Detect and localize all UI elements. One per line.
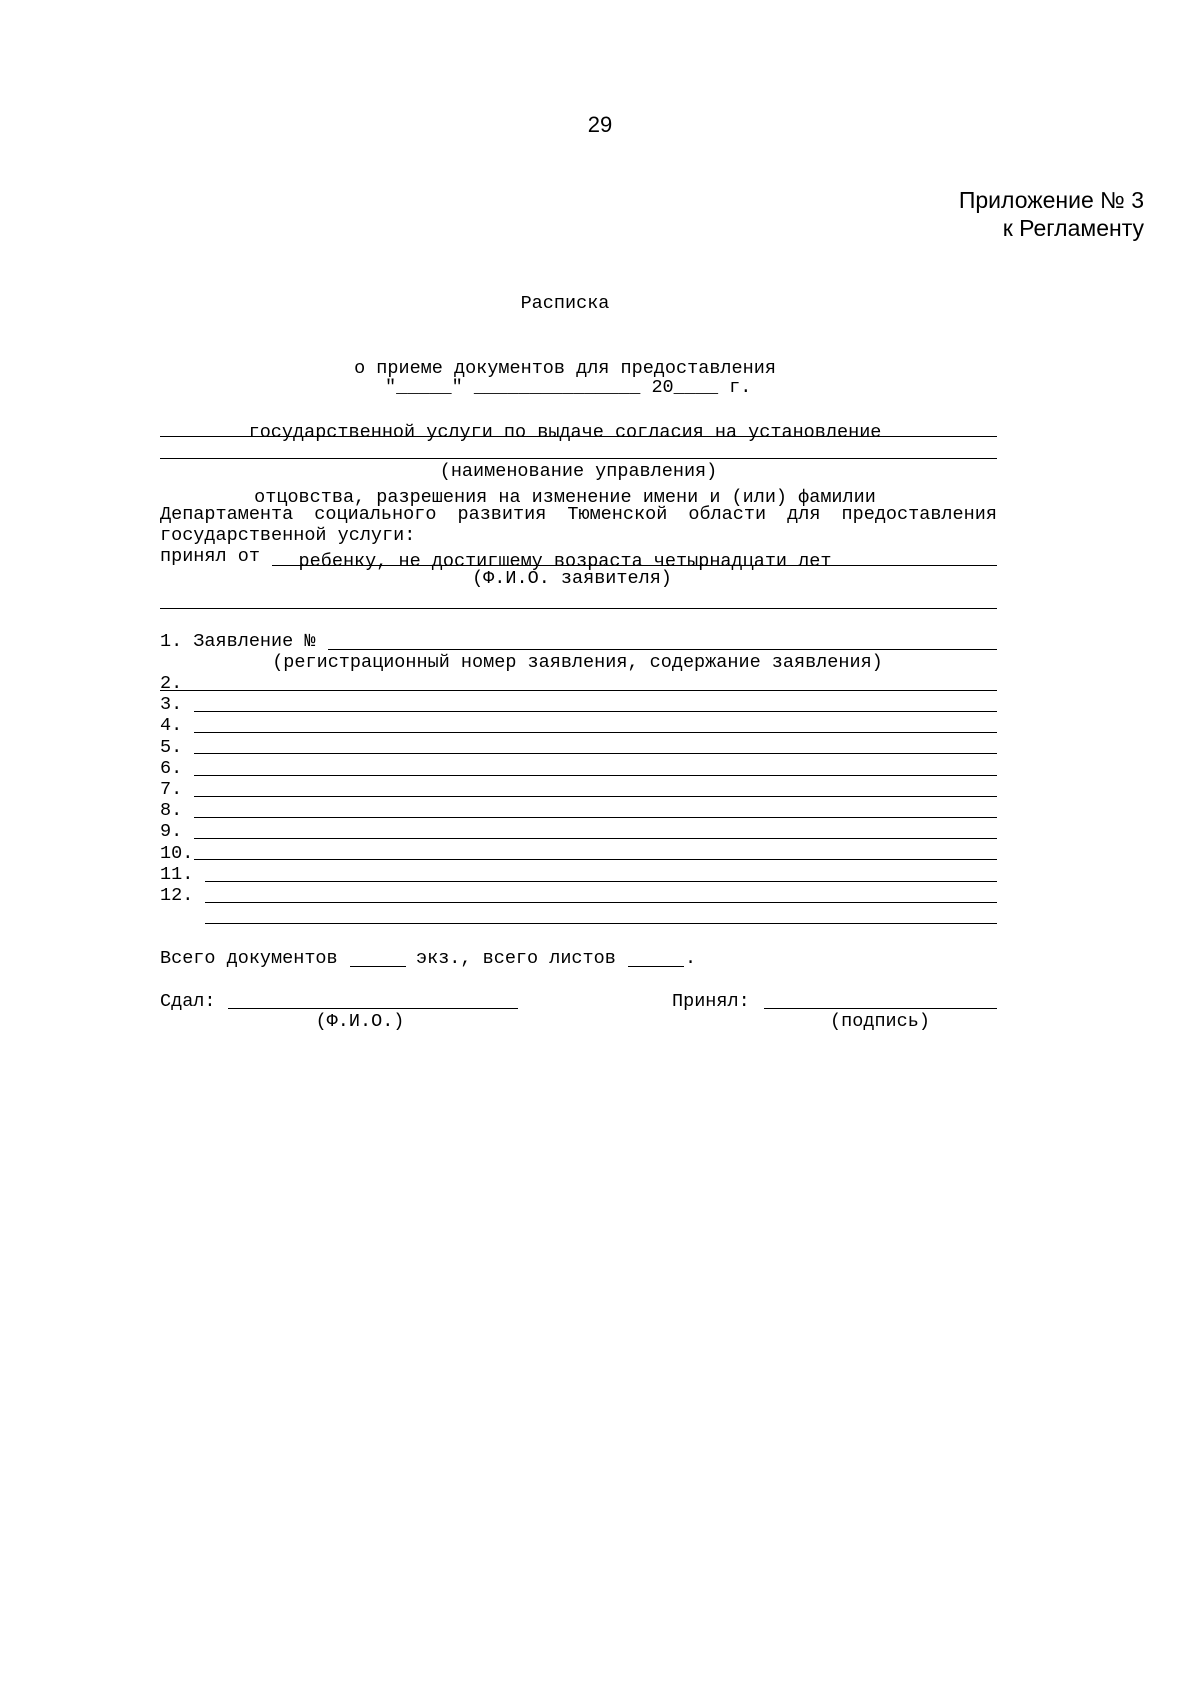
list-item-line[interactable]: [205, 881, 997, 882]
list-item-number: 10.: [160, 842, 194, 864]
heading-line: государственной услуги по выдаче согласия на установление: [248, 422, 882, 443]
handed-name-line[interactable]: [228, 1008, 518, 1009]
org-name-caption: (наименование управления): [439, 461, 718, 482]
list-item-number: 5.: [160, 736, 183, 758]
applicant-extra-line[interactable]: [160, 608, 997, 609]
list-item-line[interactable]: [194, 817, 997, 818]
received-signature-line[interactable]: [764, 1008, 997, 1009]
list-item-number: 7.: [160, 779, 183, 800]
heading-line: отцовства, разрешения на изменение имени и (или) фамилии: [254, 486, 876, 508]
department-word: Департамента: [160, 504, 294, 525]
heading-line: ребенку, не достигшему возраста четырнадцати лет: [298, 551, 832, 572]
department-word: развития: [457, 504, 547, 525]
department-word: для: [787, 504, 821, 525]
list-item-line[interactable]: [194, 796, 997, 797]
department-word: предоставления: [841, 504, 997, 525]
list-item-number: 12.: [160, 885, 194, 906]
annex-label: [959, 186, 1144, 242]
list-item-line[interactable]: [194, 711, 997, 712]
handed-caption: (Ф.И.О.): [315, 1011, 405, 1032]
list-item-number: 11.: [160, 863, 194, 885]
total-docs-label: Всего документов: [160, 948, 338, 969]
applicant-name-line[interactable]: [272, 565, 997, 566]
list-item-line[interactable]: [194, 859, 997, 860]
heading-line: о приеме документов для предоставления: [354, 357, 776, 379]
received-caption: (подпись): [830, 1011, 930, 1032]
list-item-number: 2.: [160, 673, 183, 694]
accepted-from-label: принял от: [160, 546, 260, 567]
item-1-label: 1. Заявление №: [160, 631, 316, 652]
applicant-caption: (Ф.И.О. заявителя): [472, 568, 672, 589]
org-name-line[interactable]: [160, 458, 997, 459]
item-1-caption: (регистрационный номер заявления, содержание заявления): [272, 652, 883, 673]
annex-number: Приложение № 3: [958, 187, 1144, 213]
department-word: социального: [314, 504, 437, 525]
page-number: 29: [587, 112, 613, 137]
list-item-line[interactable]: [205, 923, 997, 924]
total-end-mark: .: [685, 948, 697, 969]
total-docs-field[interactable]: [350, 966, 406, 967]
item-1-line[interactable]: [328, 649, 997, 650]
total-copies-label: экз., всего листов: [416, 948, 616, 969]
total-sheets-field[interactable]: [628, 966, 684, 967]
department-line-2: государственной услуги:: [160, 525, 416, 546]
heading-line: Расписка: [520, 293, 610, 314]
list-item-number: 9.: [160, 821, 183, 843]
list-item-number: 3.: [160, 694, 183, 716]
list-item-number: 4.: [160, 715, 183, 737]
department-line: [160, 503, 997, 526]
department-word: Тюменской: [567, 504, 668, 525]
list-item-line[interactable]: [194, 838, 997, 839]
list-item-number: 8.: [160, 800, 183, 822]
item-1-extra-line[interactable]: [160, 690, 997, 691]
org-name-line[interactable]: [160, 436, 997, 437]
list-item-line[interactable]: [205, 902, 997, 903]
list-item-line[interactable]: [194, 732, 997, 733]
list-item-number: 6.: [160, 757, 183, 779]
received-label: Принял:: [672, 991, 750, 1012]
handed-label: Сдал:: [160, 991, 216, 1012]
list-item-line[interactable]: [194, 775, 997, 776]
department-word: области: [688, 504, 767, 525]
annex-reference: к Регламенту: [1002, 215, 1144, 241]
list-item-line[interactable]: [194, 753, 997, 754]
date-line: "_____" _______________ 20____ г.: [385, 377, 752, 398]
